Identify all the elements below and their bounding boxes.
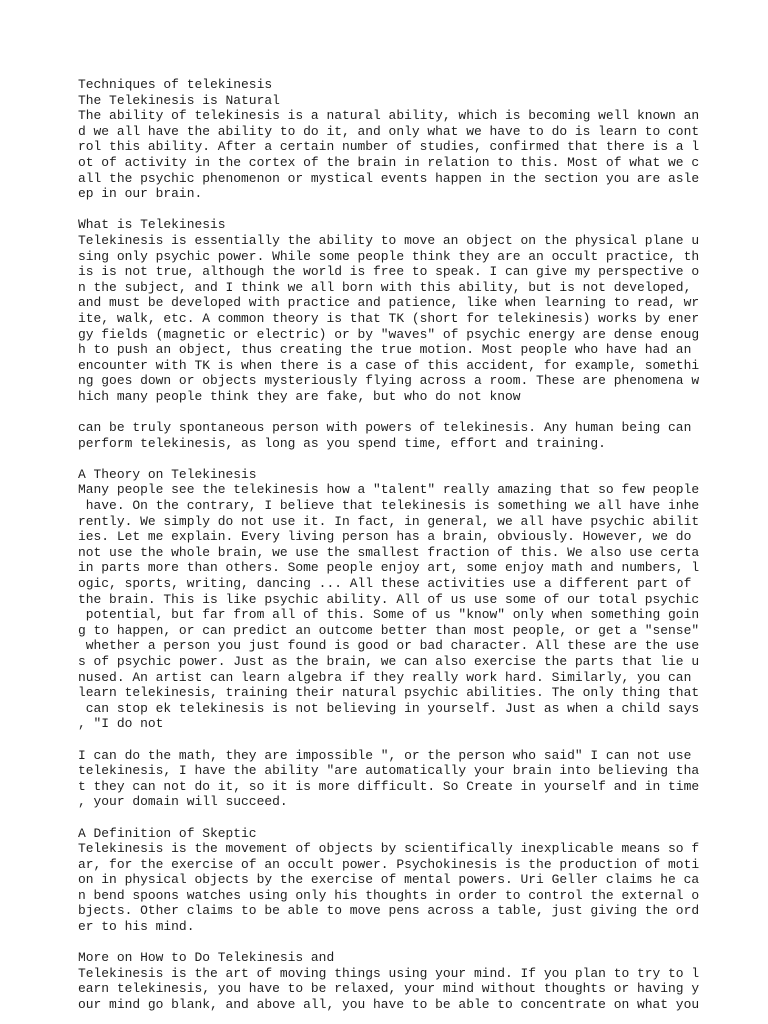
document-body	[78, 77, 698, 1013]
text-line: ng goes down or objects mysteriously flying across a room. These are phenomena w	[78, 373, 700, 389]
section-heading: More on How to Do Telekinesis and	[78, 950, 335, 966]
text-line: d we all have the ability to do it, and only what we have to do is learn to cont	[78, 123, 700, 139]
text-line: can stop ek telekinesis is not believing in yourself. Just as when a child says	[78, 700, 700, 716]
text-line: n the subject, and I think we all born with this ability, but is not developed,	[78, 279, 692, 295]
text-line: gy fields (magnetic or electric) or by "waves" of psychic energy are dense enoug	[78, 326, 700, 342]
text-line: ep in our brain.	[78, 186, 203, 202]
text-line: on in physical objects by the exercise of mental powers. Uri Geller claims he ca	[78, 872, 700, 888]
section-heading: What is Telekinesis	[78, 217, 226, 233]
text-line: s of psychic power. Just as the brain, we can also exercise the parts that lie u	[78, 653, 700, 669]
text-line: perform telekinesis, as long as you spend time, effort and training.	[78, 435, 606, 451]
text-line: have. On the contrary, I believe that telekinesis is something we all have inhe	[78, 498, 700, 514]
section-heading: A Theory on Telekinesis	[78, 466, 257, 482]
text-line: ar, for the exercise of an occult power. Psychokinesis is the production of moti	[78, 856, 700, 872]
text-line: Telekinesis is the art of moving things using your mind. If you plan to try to l	[78, 965, 700, 981]
text-line: , "I do not	[78, 716, 164, 732]
text-line: our mind go blank, and above all, you have to be able to concentrate on what you	[78, 997, 700, 1013]
text-line: the brain. This is like psychic ability. All of us use some of our total psychic	[78, 591, 700, 607]
section-heading: The Telekinesis is Natural	[78, 92, 280, 108]
text-line: ogic, sports, writing, dancing ... All these activities use a different part of	[78, 576, 692, 591]
text-line: The ability of telekinesis is a natural ability, which is becoming well known an	[78, 108, 700, 124]
text-line: can be truly spontaneous person with powers of telekinesis. Any human being can	[78, 420, 692, 436]
text-line: t they can not do it, so it is more difficult. So Create in yourself and in time	[78, 778, 700, 794]
section-heading: A Definition of Skeptic	[78, 825, 257, 841]
text-line: Many people see the telekinesis how a "talent" really amazing that so few people	[78, 482, 700, 498]
text-line: telekinesis, I have the ability "are automatically your brain into believing tha	[78, 763, 700, 779]
blank-line	[78, 732, 698, 748]
text-line: sing only psychic power. While some people think they are an occult practice, th	[78, 248, 700, 264]
text-line: learn telekinesis, training their natural psychic abilities. The only thing that	[78, 685, 700, 701]
text-line: not use the whole brain, we use the smallest fraction of this. We also use certa	[78, 544, 700, 560]
text-line: rol this ability. After a certain number of studies, confirmed that there is a l	[78, 139, 700, 155]
text-line: Telekinesis is essentially the ability to move an object on the physical plane u	[78, 232, 700, 248]
text-line: and must be developed with practice and patience, like when learning to read, wr	[78, 295, 700, 311]
text-line: ot of activity in the cortex of the brain in relation to this. Most of what we c	[78, 154, 700, 170]
blank-line	[78, 810, 698, 826]
text-line: n bend spoons watches using only his thoughts in order to control the external o	[78, 887, 700, 903]
text-line: , your domain will succeed.	[78, 794, 288, 810]
text-line: bjects. Other claims to be able to move pens across a table, just giving the ord	[78, 903, 700, 919]
text-line: h to push an object, thus creating the true motion. Most people who have had an	[78, 342, 692, 358]
blank-line	[78, 451, 698, 467]
text-line: potential, but far from all of this. Some of us "know" only when something goin	[78, 607, 700, 623]
text-line: nused. An artist can learn algebra if they really work hard. Similarly, you can	[78, 669, 692, 685]
text-line: in parts more than others. Some people enjoy art, some enjoy math and numbers, l	[78, 560, 700, 576]
text-line: ies. Let me explain. Every living person has a brain, obviously. However, we do	[78, 529, 692, 545]
text-line: is is not true, although the world is free to speak. I can give my perspective o	[78, 264, 700, 280]
text-line: rently. We simply do not use it. In fact, in general, we all have psychic abilit	[78, 513, 700, 529]
text-line: I can do the math, they are impossible ", or the person who said" I can not use	[78, 747, 692, 763]
text-line: earn telekinesis, you have to be relaxed, your mind without thoughts or having y	[78, 981, 700, 997]
blank-line	[78, 404, 698, 420]
text-line: g to happen, or can predict an outcome better than most people, or get a "sense"	[78, 622, 700, 638]
text-line: encounter with TK is when there is a case of this accident, for example, somethi	[78, 357, 700, 373]
text-line: whether a person you just found is good or bad character. All these are the use	[78, 638, 700, 654]
text-line: Telekinesis is the movement of objects by scientifically inexplicable means so f	[78, 841, 700, 857]
section-heading: Techniques of telekinesis	[78, 77, 273, 92]
text-line: hich many people think they are fake, but who do not know	[78, 388, 521, 404]
text-line: er to his mind.	[78, 919, 195, 935]
text-line: all the psychic phenomenon or mystical events happen in the section you are asle	[78, 170, 700, 186]
text-line: ite, walk, etc. A common theory is that TK (short for telekinesis) works by ener	[78, 310, 700, 326]
blank-line	[78, 935, 698, 951]
blank-line	[78, 202, 698, 218]
